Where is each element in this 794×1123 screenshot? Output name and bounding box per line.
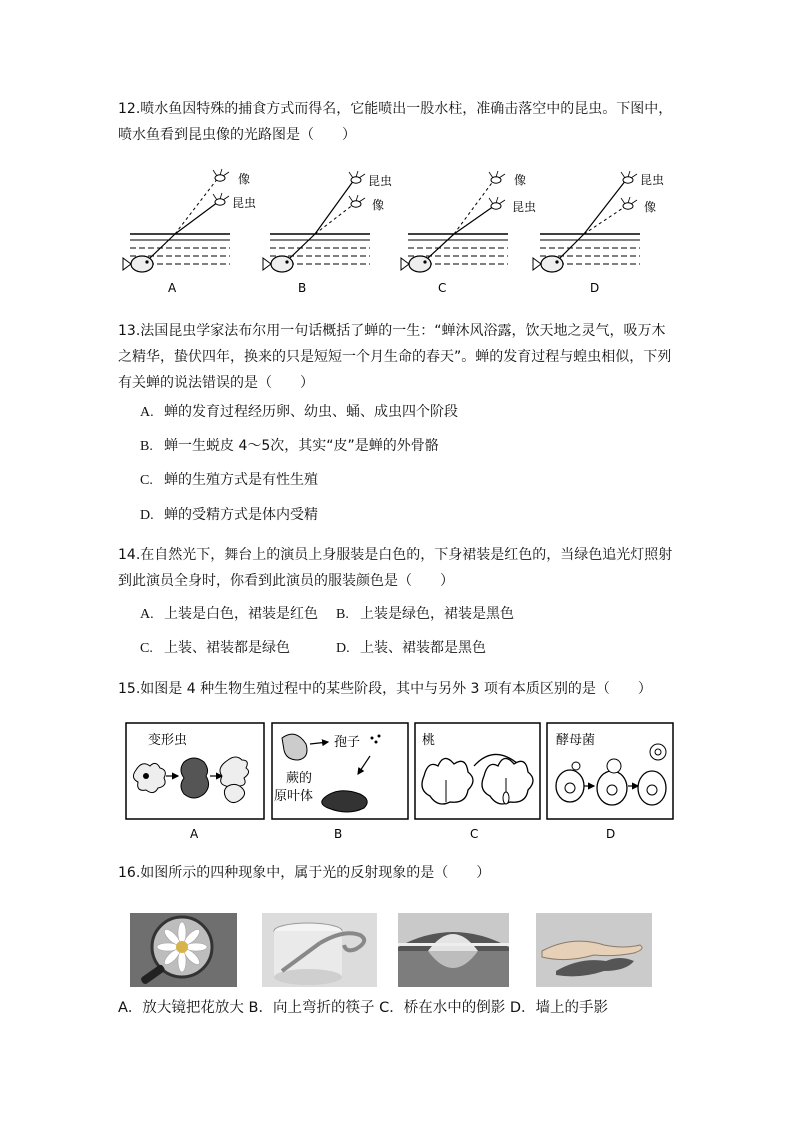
q15-c-label: 桃 (422, 733, 436, 748)
q12-c-top-label: 像 (514, 173, 527, 187)
q12-d-bottom-label: 像 (644, 200, 657, 214)
q16-stem: 16.如图所示的四种现象中，属于光的反射现象的是（ ） (118, 865, 491, 881)
photo-magnifier-flower (130, 913, 237, 987)
q14-option-b[interactable] (336, 604, 514, 625)
q12-panel-a (123, 169, 256, 295)
q14-option-c[interactable] (140, 638, 290, 659)
q16-captions: A．放大镜把花放大 B．向上弯折的筷子 C．桥在水中的倒影 D．墙上的手影 (118, 1000, 608, 1016)
q13-option-a[interactable] (140, 402, 458, 423)
q15-stem: 15.如图是 4 种生物生殖过程中的某些阶段，其中与另外 3 项有本质区别的是（ ） (118, 681, 652, 697)
option-label: C. (140, 641, 153, 656)
q15-b-spore-label: 孢子 (334, 735, 361, 750)
q12-c-letter: C (438, 281, 447, 295)
option-text: 蝉的受精方式是体内受精 (164, 507, 318, 523)
photo-hand-shadow (536, 913, 652, 987)
option-label: D. (336, 641, 350, 656)
q12-b-bottom-label: 像 (372, 198, 385, 212)
q12-b-letter: B (298, 281, 307, 295)
option-text: 上装、裙装都是黑色 (360, 640, 486, 656)
q12-panel-d (533, 171, 664, 295)
q12-a-bottom-label: 昆虫 (232, 196, 257, 210)
q15-a-letter: A (190, 827, 199, 841)
option-text: 蝉一生蜕皮 4～5次，其实“皮”是蝉的外骨骼 (164, 438, 439, 454)
option-text: 蝉的生殖方式是有性生殖 (164, 472, 318, 488)
q12-panel-c (401, 171, 536, 295)
option-text: 上装、裙装都是绿色 (164, 640, 290, 656)
q15-d-label: 酵母菌 (556, 733, 596, 748)
q12-d-letter: D (590, 281, 600, 295)
option-label: C. (140, 473, 153, 488)
option-label: B. (336, 607, 349, 622)
photo-bent-chopstick (262, 913, 377, 987)
q12-stem: 12.喷水鱼因特殊的捕食方式而得名，它能喷出一股水柱，准确击落空中的昆虫。下图中，喷水鱼看到昆虫像的光路图是（ ） (118, 101, 673, 143)
q13-option-c[interactable] (140, 470, 318, 491)
q14-option-a[interactable] (140, 604, 318, 625)
option-label: D. (140, 508, 154, 523)
q15-b-prothallus-label: 原叶体 (274, 789, 314, 804)
option-label: A. (140, 607, 154, 622)
q12-a-letter: A (168, 281, 177, 295)
option-label: A. (140, 405, 154, 420)
option-text: 上装是绿色，裙装是黑色 (360, 606, 514, 622)
q12-figure (120, 160, 680, 300)
q15-c-letter: C (470, 827, 479, 841)
q15-a-label: 变形虫 (148, 733, 188, 748)
q15-d-letter: D (606, 827, 616, 841)
q13-stem: 13.法国昆虫学家法布尔用一句话概括了蝉的一生：“蝉沐风浴露，饮天地之灵气，吸万木之精华，蛰伏四年，换来的只是短短一个月生命的春天”。蝉的发育过程与蝗虫相似，下列有关蝉的说法错误的是（ ） (118, 323, 672, 391)
q12-c-bottom-label: 昆虫 (512, 200, 537, 214)
q15-figure (124, 720, 676, 844)
q12-a-top-label: 像 (238, 172, 251, 186)
q13-option-d[interactable] (140, 505, 318, 526)
option-text: 蝉的发育过程经历卵、幼虫、蛹、成虫四个阶段 (164, 404, 458, 420)
q12-b-top-label: 昆虫 (368, 174, 393, 188)
q15-b-fern-label: 蕨的 (286, 771, 313, 786)
q14-option-d[interactable] (336, 638, 486, 659)
q15-b-letter: B (334, 827, 343, 841)
q14-stem: 14.在自然光下，舞台上的演员上身服装是白色的，下身裙装是红色的，当绿色追光灯照射到此演员全身时，你看到此演员的服装颜色是（ ） (118, 547, 673, 589)
photo-bridge-reflection (398, 913, 509, 987)
q12-panel-b (263, 171, 392, 295)
option-label: B. (140, 439, 153, 454)
q12-d-top-label: 昆虫 (640, 173, 665, 187)
q13-option-b[interactable] (140, 436, 439, 457)
option-text: 上装是白色，裙装是红色 (164, 606, 318, 622)
